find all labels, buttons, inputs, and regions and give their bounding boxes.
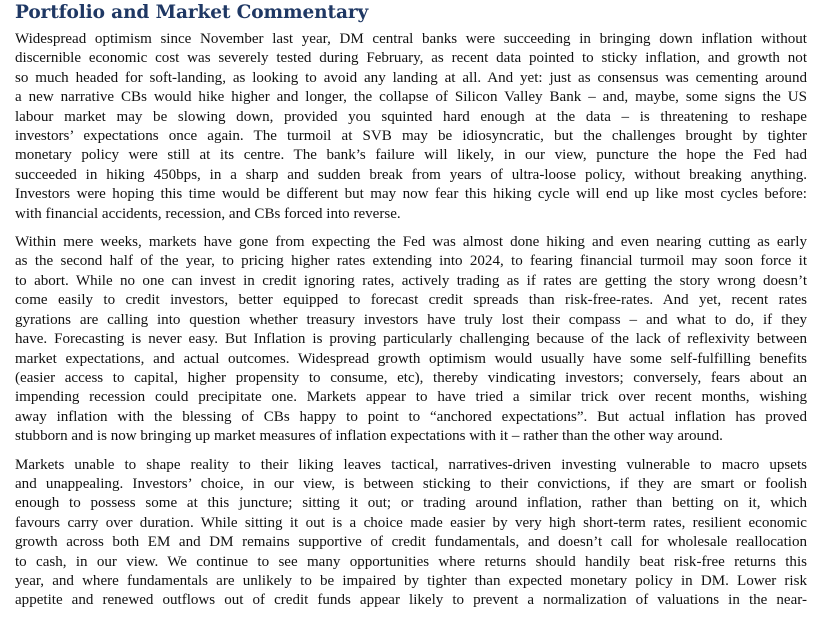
text-line: investors’ expectations once again. The turmoil at SVB may be idiosyncratic, but the challenges brought by tighter [15, 128, 807, 145]
text-line: favours carry over duration. While sitting it out is a choice made easier by very high short-term rates, resilient economic [15, 514, 807, 531]
text-line: gyrations are calling into question whether treasury investors have truly lost their compass – and what to do, if they [15, 311, 807, 328]
text-line: market expectations, and actual outcomes. Widespread growth optimism would usually have some self-fulfilling benefits [15, 350, 807, 367]
text-line: Widespread optimism since November last year, DM central banks were succeeding in bringing down inflation without [15, 31, 807, 47]
text-line: a new narrative CBs would hike higher and longer, the collapse of Silicon Valley Bank – and, maybe, some signs the US [15, 89, 807, 106]
text-line: so much headed for soft-landing, as looking to avoid any landing at all. And yet: just as consensus was cementing around [15, 69, 807, 86]
text-line: Markets unable to shape reality to their liking leaves tactical, narratives-driven investing vulnerable to macro upsets [15, 456, 807, 473]
text-line: appetite and renewed outflows out of credit funds appear likely to prevent a normalization of valuations in the near- [15, 592, 807, 609]
text-line: enough to possess some at this juncture; sitting it out; or trading around inflation, rather than betting on it, which [15, 495, 807, 512]
page-title: Portfolio and Market Commentary [15, 2, 369, 23]
text-line: monetary policy were still at its centre. The bank’s failure will likely, in our view, puncture the hope the Fed had [15, 147, 807, 164]
paragraph-3 [15, 456, 807, 611]
text-line: as the second half of the year, to pricing higher rates extending into 2024, to fearing financial turmoil may soon force it [15, 253, 807, 270]
text-line: to cash, in our view. We continue to see many opportunities where returns should handily beat risk-free returns this [15, 553, 807, 570]
text-line: away inflation with the blessing of CBs happy to point to “anchored expectations”. But actual inflation has proved [15, 408, 807, 425]
text-line: Within mere weeks, markets have gone from expecting the Fed was almost done hiking and even nearing cutting as early [15, 234, 807, 251]
text-line: come easily to credit investors, better equipped to forecast credit spreads than risk-free-rates. And yet, recent rates [15, 292, 807, 309]
text-line: impending recession could precipitate one. Markets appear to have tried a similar trick over recent months, wishing [15, 389, 807, 406]
commentary-page [15, 0, 807, 620]
text-line: succeeded in hiking 450bps, in a sharp and sudden break from years of ultra-loose policy, without breaking anything. [15, 166, 807, 183]
text-line: (easier access to capital, higher propensity to consume, etc), thereby vindicating investors; conversely, fears about an [15, 369, 807, 386]
text-line: Investors were hoping this time would be different but may now fear this hiking cycle will end up like most cycles before: [15, 186, 807, 203]
text-line: to abort. While no one can invest in credit ignoring rates, actively trading as if rates are getting the story wrong doesn’t [15, 272, 807, 289]
text-line: with financial accidents, recession, and CBs forced into reverse. [15, 205, 401, 222]
text-line: discernible economic cost was severely tested during February, as recent data pointed to sticky inflation, and growth not [15, 50, 807, 67]
paragraph-2 [15, 233, 807, 446]
text-line: growth across both EM and DM remains supportive of credit fundamentals, and doesn’t call for wholesale reallocation [15, 534, 807, 551]
text-line: and unappealing. Investors’ choice, in our view, is between sticking to their convictions, if they are smart or foolish [15, 475, 807, 492]
text-line: year, and where fundamentals are unlikely to be impaired by tighter than expected monetary policy in DM. Lower risk [15, 572, 807, 589]
text-line: stubborn and is now bringing up market measures of inflation expectations with it – rather than the other way around. [15, 428, 723, 445]
text-line: have. Forecasting is never easy. But Inflation is proving particularly challenging because of the lack of reflexivity between [15, 331, 807, 348]
text-line: labour market may be slowing down, provided you squinted hard enough at the data – is threatening to reshape [15, 108, 807, 125]
paragraph-1 [15, 30, 807, 224]
